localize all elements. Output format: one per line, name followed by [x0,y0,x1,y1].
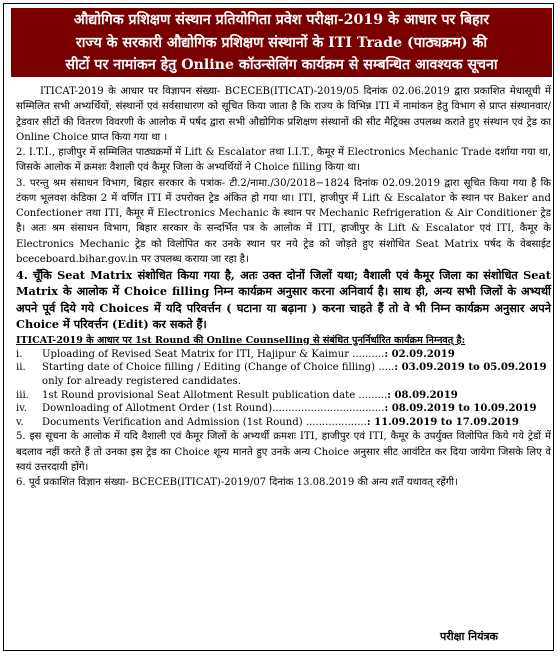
signature-exam-controller: परीक्षा नियंत्रक [439,630,498,643]
schedule-num: iv. [16,403,27,415]
paragraph-3: 3. परन्तु श्रम संसाधन विभाग, बिहार सरकार के पत्रांक- टी.2/नामा./30/2018−1824 दिनांक 02.09.2019 द्वारा सूचित किया गया है कि टंकण भूलवश कंडिका 2 में वर्णित ITI में उपरोक्त ट्रेड अंकित हो गया था। ITI, हाजीपुर में Lift & Escalator के स्थान पर Baker and Confectioner तथा ITI, कैमूर में Electronics Mechanic के स्थान पर Mechanic Refrigeration & Air Conditioner ट्रेड है। अतः श्रम संसाधन विभाग, बिहार सरकार के सन्दर्भित पत्र के आलोक में ITI, हाजीपुर के Lift & Escalator एवं ITI, कैमूर के Electronics Mechanic ट्रेड को विलोपित कर उनके स्थान पर नये ट्रेड को जोड़ते हुए संशोधित Seat Matrix पर्षद के वेबसाईट bceceboard.bihar.gov.in पर उपलब्ध कराया जा रहा है। [16,177,551,265]
schedule-item [16,375,551,389]
schedule-text: only for already registered candidates. [42,376,241,388]
paragraph-2: 2. I.T.I., हाजीपुर में सम्मिलित पाठ्यक्रमों में Lift & Escalator तथा I.I.T., कैमूर में Electronics Mechanic Trade दर्शाया गया था, जिसके आलोक में क्रमशः वैशाली एवं कैमूर जिला के अभ्यर्थियों ने Choice filling किया था। [16,147,551,174]
schedule-item [16,348,551,362]
schedule-text: Downloading of Allotment Order (1st Round)................................... [42,403,385,415]
schedule-title: ITICAT-2019 के आधार पर 1st Round की Online Counselling से संबंधित पुनर्निर्धारित कार्यक्रम निम्नवत् है: [16,334,466,346]
notice-body [16,84,551,490]
schedule-num: ii. [16,362,26,374]
schedule-num: v. [16,416,24,428]
schedule-text: Starting date of Choice filling / Editing (Change of Choice filling) ..... [42,362,395,374]
header-line-2: राज्य के सरकारी औद्योगिक प्रशिक्षण संस्थानों के ITI Trade (पाठ्यक्रम) की [75,34,488,51]
schedule-date: : 02.09.2019 [384,348,455,360]
notice-header [11,8,552,77]
schedule-date: : 08.09.2019 to 10.09.2019 [384,403,537,415]
schedule-item [16,361,551,375]
schedule-date: : 11.09.2019 to 17.09.2019 [366,416,519,428]
paragraph-5: 5. इस सूचना के आलोक में यदि वैशाली एवं कैमूर जिलों के अभ्यर्थी क्रमशः ITI, हाजीपुर एवं ITI, कैमूर के उपर्युक्त विलोपित किये गये ट्रेडों में बदलाव नहीं करते हैं तो उनका इस ट्रेड का Choice शून्य मानते हुए उनके अन्य Choice अनुसार सीट आवंटित कर दिया जायेगा जिसके लिए वे स्वयं उत्तरदायी होंगे। [16,431,551,473]
schedule-date: : 03.09.2019 to 05.09.2019 [394,362,547,374]
header-line-1: औद्योगिक प्रशिक्षण संस्थान प्रतियोगिता प्रवेश परीक्षा-2019 के आधार पर बिहार [73,12,490,28]
paragraph-1: ITICAT-2019 के आधार पर विज्ञापन संख्या- BCECEB(ITICAT)-2019/05 दिनांक 02.06.2019 द्वारा प्रकाशित मेधासूची में सम्मिलित सभी अभ्यर्थियों, संस्थानों एवं सर्वसाधारण को सूचित किया जाता है कि राज्य के विभिन्न ITI में नामांकन हेतु विभाग से प्राप्त संस्थानवार/ ट्रेडवार सीटों की वितरण विवरणी के आलोक में पर्षद द्वारा सभी औद्योगिक प्रशिक्षण संस्थानों की सीट मैट्रिक्स उपलब्ध कराते हुए संस्थान एवं ट्रेड का Online Choice प्राप्त किया गया था । [16,86,551,143]
paragraph-6: 6. पूर्व प्रकाशित विज्ञान संख्या- BCECEB(ITICAT)-2019/07 दिनांक 13.08.2019 की अन्य शर्तें यथावत् रहेंगी। [16,477,458,489]
schedule-date: : 08.09.2019 [387,389,458,401]
header-line-3: सीटों पर नामांकन हेतु Online कॉउन्सेलिंग कार्यक्रम से सम्बन्धित आवश्यक सूचना [65,57,498,73]
schedule-num: iii. [16,389,29,401]
schedule-num [16,375,42,389]
schedule-item [16,389,551,403]
schedule-text: Uploading of Revised Seat Matrix for ITI, Hajipur & Kaimur .......... [42,348,385,360]
paragraph-4: 4. चूँकि Seat Matrix संशोधित किया गया है, अतः उक्त दोनों जिलों यथा; वैशाली एवं कैमूर जिला का संशोधित Seat Matrix के आलोक में Choice filling निम्न कार्यक्रम अनुसार करना अनिवार्य है। साथ ही, अन्य सभी जिलों के अभ्यर्थी अपने पूर्व दिये गये Choices में यदि परिवर्त्तन ( घटाना या बढ़ाना ) करना चाहते हैं तो वे भी निम्न कार्यक्रम अनुसार अपने Choice में परिवर्त्तन (Edit) कर सकते हैं। [16,268,551,332]
schedule-text: Documents Verification and Admission (1st Round) ................... [42,416,367,428]
schedule-list [16,348,551,430]
notice-frame [3,3,554,651]
schedule-item [16,402,551,416]
schedule-item [16,416,551,430]
schedule-num: i. [16,348,23,360]
schedule-text: 1st Round provisional Seat Allotment Result publication date ......... [42,389,388,401]
